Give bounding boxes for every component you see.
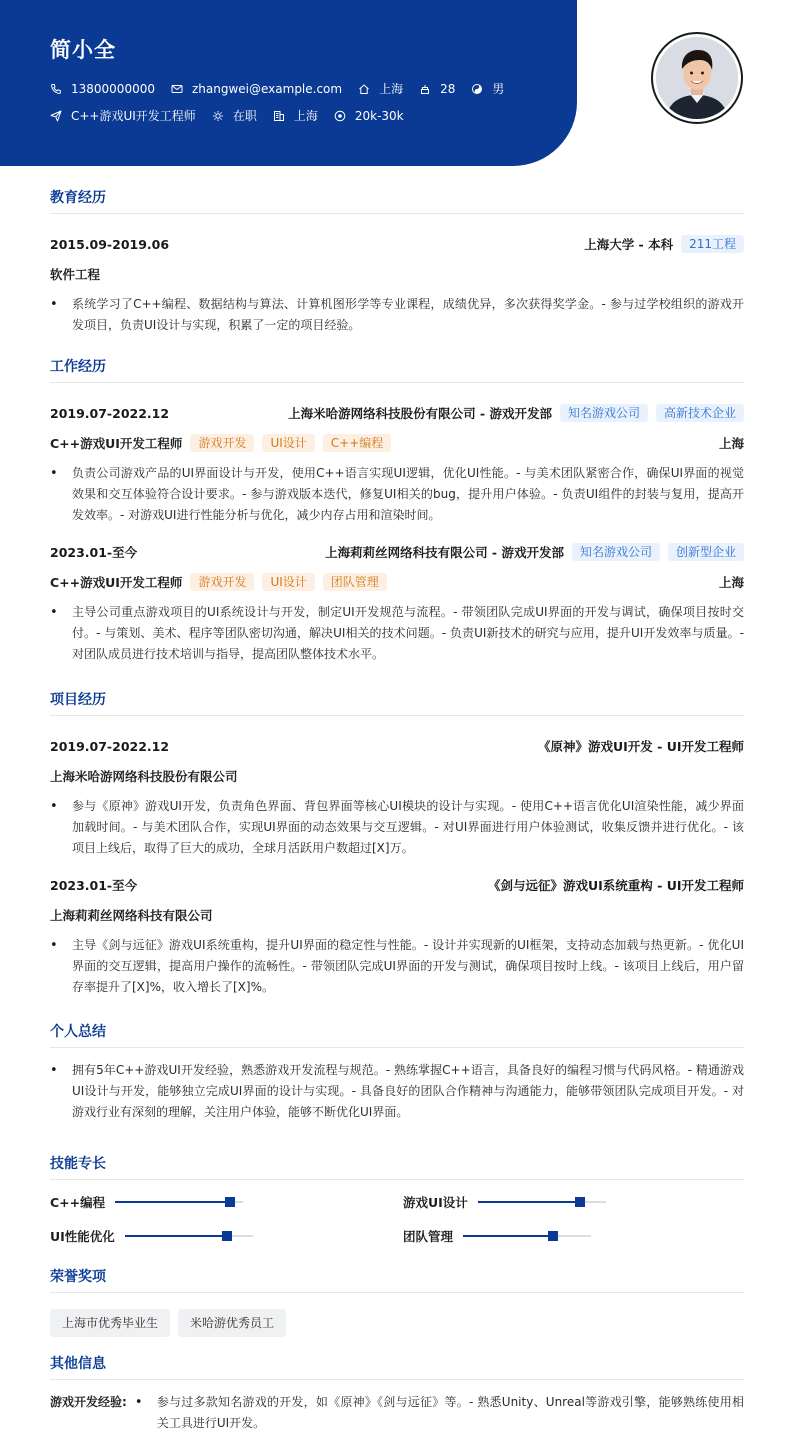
work-location: 上海 xyxy=(718,575,744,590)
work-role-row xyxy=(50,572,744,592)
skill-bar xyxy=(125,1235,253,1237)
award-badge: 米哈游优秀员工 xyxy=(178,1309,286,1337)
role-tag: C++编程 xyxy=(323,434,392,452)
role-tag: UI设计 xyxy=(262,573,314,591)
awards-list xyxy=(50,1309,744,1337)
work-role: C++游戏UI开发工程师 xyxy=(50,575,183,590)
skill-item xyxy=(50,1193,243,1211)
section-title-other: 其他信息 xyxy=(50,1355,744,1380)
project-company: 上海米哈游网络科技股份有限公司 xyxy=(50,769,238,784)
age-item xyxy=(419,82,455,96)
phone-item xyxy=(50,82,155,96)
education-major: 软件工程 xyxy=(50,267,101,282)
gender-item xyxy=(471,80,504,97)
skill-name: UI性能优化 xyxy=(50,1229,115,1244)
work-company: 上海莉莉丝网络科技有限公司 - 游戏开发部 xyxy=(325,545,564,560)
status-text: 在职 xyxy=(232,109,257,123)
education-major-row xyxy=(50,264,744,284)
section-title-summary: 个人总结 xyxy=(50,1023,744,1048)
position-item xyxy=(50,107,196,124)
education-header xyxy=(50,234,744,254)
education-period: 2015.09-2019.06 xyxy=(50,236,170,252)
skill-bar xyxy=(115,1201,243,1203)
section-title-work: 工作经历 xyxy=(50,358,744,383)
other-info-row xyxy=(50,1392,744,1434)
project-title: 《剑与远征》游戏UI系统重构 - UI开发工程师 xyxy=(488,878,744,893)
skill-knob xyxy=(548,1231,558,1241)
skills-section xyxy=(50,1155,744,1180)
project-header xyxy=(50,736,744,756)
status-icon xyxy=(212,110,224,122)
project-company: 上海莉莉丝网络科技有限公司 xyxy=(50,908,213,923)
projects-section xyxy=(50,691,744,998)
salary-item xyxy=(334,109,404,123)
mail-icon xyxy=(171,83,183,95)
skill-item xyxy=(403,1193,606,1211)
section-title-awards: 荣誉奖项 xyxy=(50,1268,744,1293)
education-school: 上海大学 - 本科 xyxy=(584,237,674,252)
project-header xyxy=(50,875,744,895)
project-period: 2019.07-2022.12 xyxy=(50,738,170,754)
salary-text: 20k-30k xyxy=(354,108,404,123)
work-description: • 主导公司重点游戏项目的UI系统设计与开发，制定UI开发规范与流程。- 带领团队完成UI界面的开发与调试，确保项目按时交付。- 与策划、美术、程序等团队密切沟通，解决UI相关的技术问题。- 负责UI新技术的研究与应用，提升UI开发效率与质量。- 对团队成员进行技术培训与指导，提高团队整体技术水平。 xyxy=(50,602,744,665)
work-role-row xyxy=(50,433,744,453)
building-icon xyxy=(273,110,285,122)
contact-row xyxy=(50,80,520,97)
gender-icon xyxy=(471,83,483,95)
awards-section xyxy=(50,1268,744,1337)
section-title-skills: 技能专长 xyxy=(50,1155,744,1180)
gender-text: 男 xyxy=(492,82,505,96)
send-icon xyxy=(50,110,62,122)
skill-item xyxy=(50,1227,253,1245)
skill-item xyxy=(403,1227,591,1245)
role-tag: 游戏开发 xyxy=(190,573,254,591)
project-description: • 参与《原神》游戏UI开发，负责角色界面、背包界面等核心UI模块的设计与实现。- 使用C++语言优化UI渲染性能，减少界面加载时间。- 与美术团队合作，实现UI界面的动态效果与交互逻辑。- 对UI界面进行用户体验测试，收集反馈并进行优化。- 该项目上线后，取得了巨大的成功，全球月活跃用户数超过[X]万。 xyxy=(50,796,744,859)
company-tag: 高新技术企业 xyxy=(656,404,744,422)
target-city-text: 上海 xyxy=(293,109,318,123)
role-tag: 团队管理 xyxy=(323,573,387,591)
role-tag: UI设计 xyxy=(262,434,314,452)
project-company-row xyxy=(50,905,744,925)
skill-knob xyxy=(575,1197,585,1207)
email-text: zhangwei@example.com xyxy=(191,81,343,96)
section-title-projects: 项目经历 xyxy=(50,691,744,716)
skill-knob xyxy=(222,1231,232,1241)
work-location: 上海 xyxy=(718,436,744,451)
work-item-header xyxy=(50,403,744,423)
work-period: 2019.07-2022.12 xyxy=(50,405,170,421)
skill-knob xyxy=(225,1197,235,1207)
skill-bar xyxy=(478,1201,606,1203)
work-role: C++游戏UI开发工程师 xyxy=(50,436,183,451)
age-text: 28 xyxy=(440,81,456,96)
city-text: 上海 xyxy=(379,82,404,96)
project-period: 2023.01-至今 xyxy=(50,878,138,893)
job-intent-row xyxy=(50,107,420,124)
other-description: • 参与过多款知名游戏的开发，如《原神》《剑与远征》等。- 熟悉Unity、Unreal等游戏引擎，能够熟练使用相关工具进行UI开发。 xyxy=(135,1392,744,1434)
work-description: • 负责公司游戏产品的UI界面设计与开发，使用C++语言实现UI逻辑，优化UI性能。- 与美术团队紧密合作，确保UI界面的视觉效果和交互体验符合设计要求。- 参与游戏版本迭代，修复UI相关的bug，提升用户体验。- 负责UI组件的封装与复用，提高开发效率。- 对游戏UI进行性能分析与优化，减少内存占用和渲染时间。 xyxy=(50,463,744,526)
work-company: 上海米哈游网络科技股份有限公司 - 游戏开发部 xyxy=(288,406,552,421)
other-section xyxy=(50,1355,744,1434)
work-item-header xyxy=(50,542,744,562)
age-icon xyxy=(419,83,431,95)
email-item xyxy=(171,82,342,96)
education-description: • 系统学习了C++编程、数据结构与算法、计算机图形学等专业课程，成绩优异，多次获得奖学金。- 参与过学校组织的游戏开发项目，负责UI设计与实现，积累了一定的项目经验。 xyxy=(50,294,744,336)
city-item xyxy=(358,80,403,97)
money-icon xyxy=(334,110,346,122)
project-description: • 主导《剑与远征》游戏UI系统重构，提升UI界面的稳定性与性能。- 设计并实现新的UI框架，支持动态加载与热更新。- 优化UI界面的交互逻辑，提高用户操作的流畅性。- 带领团队完成UI界面的开发与测试，确保项目按时上线。- 该项目上线后，用户留存率提升了[X]%，收入增长了[X]%。 xyxy=(50,935,744,998)
project-company-row xyxy=(50,766,744,786)
work-section xyxy=(50,358,744,665)
education-section xyxy=(50,189,744,336)
avatar-frame xyxy=(651,32,743,124)
skill-name: 团队管理 xyxy=(403,1229,454,1244)
company-tag: 知名游戏公司 xyxy=(560,404,648,422)
summary-text: • 拥有5年C++游戏UI开发经验，熟悉游戏开发流程与规范。- 熟练掌握C++语言，具备良好的编程习惯与代码风格。- 精通游戏UI设计与开发，能够独立完成UI界面的设计与实现。- 具备良好的团队合作精神与沟通能力，能够带领团队完成项目开发。- 对游戏行业有深刻的理解，关注用户体验，能够不断优化UI界面。 xyxy=(50,1060,744,1123)
position-text: C++游戏UI开发工程师 xyxy=(71,109,196,123)
phone-icon xyxy=(50,83,62,95)
home-icon xyxy=(358,83,370,95)
skill-name: C++编程 xyxy=(50,1195,106,1210)
skill-name: 游戏UI设计 xyxy=(403,1195,468,1210)
role-tag: 游戏开发 xyxy=(190,434,254,452)
phone-text: 13800000000 xyxy=(71,81,155,96)
school-tag: 211工程 xyxy=(681,235,744,253)
project-title: 《原神》游戏UI开发 - UI开发工程师 xyxy=(538,739,744,754)
company-tag: 创新型企业 xyxy=(668,543,744,561)
other-label: 游戏开发经验: xyxy=(50,1395,127,1409)
award-badge: 上海市优秀毕业生 xyxy=(50,1309,170,1337)
section-title-education: 教育经历 xyxy=(50,189,744,214)
resume-header xyxy=(0,0,577,166)
summary-section xyxy=(50,1023,744,1123)
status-item xyxy=(212,107,257,124)
candidate-name: 简小全 xyxy=(50,38,116,62)
company-tag: 知名游戏公司 xyxy=(572,543,660,561)
target-city-item xyxy=(273,107,318,124)
work-period: 2023.01-至今 xyxy=(50,545,138,560)
avatar xyxy=(656,37,738,119)
skill-bar xyxy=(463,1235,591,1237)
